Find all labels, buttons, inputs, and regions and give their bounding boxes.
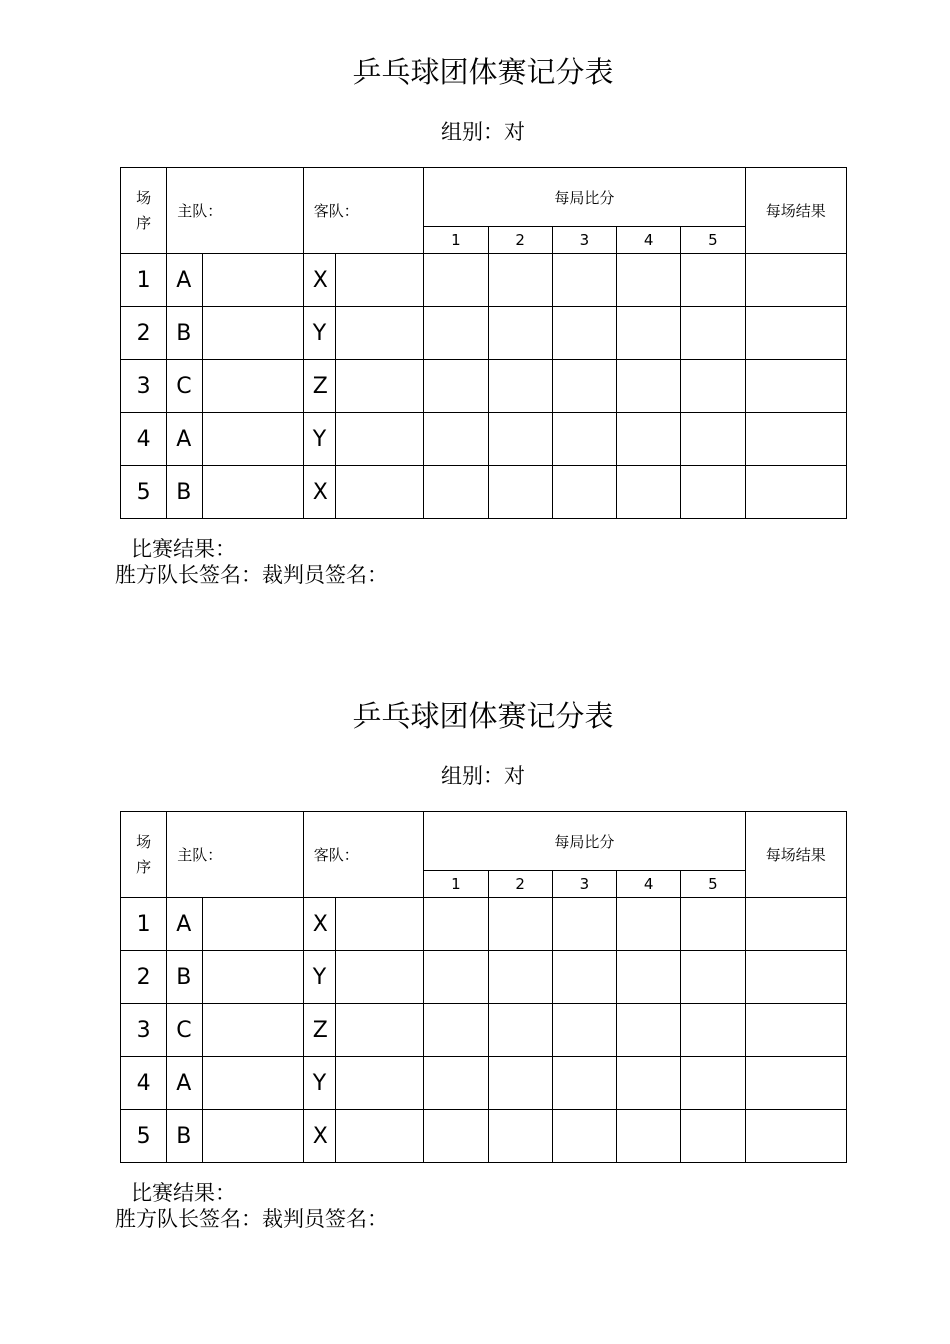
signature-line: 胜方队长签名：裁判员签名： — [115, 1207, 388, 1231]
game-number: 1 — [424, 871, 488, 898]
game-score-cell[interactable] — [552, 466, 616, 519]
home-player-name-cell[interactable] — [203, 898, 303, 951]
home-player-code: A — [167, 1057, 203, 1110]
home-player-name-cell[interactable] — [203, 413, 303, 466]
game-score-cell[interactable] — [617, 360, 681, 413]
group-label: 组别：对 — [441, 120, 525, 144]
game-score-cell[interactable] — [681, 1004, 745, 1057]
sheet-title: 乒乓球团体赛记分表 — [352, 55, 614, 89]
header-seq-line1: 场 — [136, 188, 152, 207]
score-sheet-1 — [0, 0, 950, 620]
game-score-cell[interactable] — [552, 1110, 616, 1163]
home-player-code: C — [167, 1004, 203, 1057]
header-result: 每场结果 — [745, 812, 847, 898]
away-player-name-cell[interactable] — [335, 307, 423, 360]
match-result-label: 比赛结果： — [131, 537, 236, 561]
game-score-cell[interactable] — [488, 254, 552, 307]
row-number: 4 — [121, 413, 167, 466]
game-score-cell[interactable] — [488, 898, 552, 951]
game-score-cell[interactable] — [617, 413, 681, 466]
game-score-cell[interactable] — [424, 413, 488, 466]
home-player-name-cell[interactable] — [203, 360, 303, 413]
home-player-code: A — [167, 898, 203, 951]
game-score-cell[interactable] — [488, 1057, 552, 1110]
game-number: 2 — [488, 227, 552, 254]
game-number: 4 — [617, 871, 681, 898]
game-score-cell[interactable] — [424, 898, 488, 951]
game-score-cell[interactable] — [488, 360, 552, 413]
game-score-cell[interactable] — [488, 466, 552, 519]
header-result: 每场结果 — [745, 168, 847, 254]
home-player-code: A — [167, 254, 203, 307]
signature-line: 胜方队长签名：裁判员签名： — [115, 563, 388, 587]
row-number: 3 — [121, 360, 167, 413]
game-score-cell[interactable] — [681, 254, 745, 307]
away-player-code: Y — [303, 951, 335, 1004]
game-score-cell[interactable] — [424, 951, 488, 1004]
game-score-cell[interactable] — [424, 1110, 488, 1163]
game-score-cell[interactable] — [617, 1004, 681, 1057]
away-player-code: Y — [303, 307, 335, 360]
row-number: 4 — [121, 1057, 167, 1110]
game-score-cell[interactable] — [617, 898, 681, 951]
game-score-cell[interactable] — [424, 307, 488, 360]
away-player-code: X — [303, 1110, 335, 1163]
home-player-code: B — [167, 307, 203, 360]
away-player-name-cell[interactable] — [335, 1004, 423, 1057]
header-seq-line1: 场 — [136, 832, 152, 851]
row-number: 5 — [121, 466, 167, 519]
header-seq — [121, 168, 167, 254]
home-player-name-cell[interactable] — [203, 254, 303, 307]
row-number: 5 — [121, 1110, 167, 1163]
game-score-cell[interactable] — [552, 951, 616, 1004]
away-player-code: Y — [303, 1057, 335, 1110]
row-number: 2 — [121, 951, 167, 1004]
table-row — [121, 254, 847, 307]
table-row — [121, 1110, 847, 1163]
game-score-cell[interactable] — [617, 1057, 681, 1110]
table-row — [121, 1057, 847, 1110]
score-table — [120, 167, 847, 519]
match-result-cell[interactable] — [745, 1110, 847, 1163]
header-seq — [121, 812, 167, 898]
game-score-cell[interactable] — [552, 360, 616, 413]
home-player-code: A — [167, 413, 203, 466]
table-row — [121, 466, 847, 519]
game-score-cell[interactable] — [681, 307, 745, 360]
game-number: 3 — [552, 227, 616, 254]
away-player-code: Y — [303, 413, 335, 466]
score-table — [120, 811, 847, 1163]
table-row — [121, 307, 847, 360]
match-result-cell[interactable] — [745, 307, 847, 360]
header-seq-line2: 序 — [136, 213, 152, 232]
table-row — [121, 1004, 847, 1057]
row-number: 1 — [121, 898, 167, 951]
away-player-code: X — [303, 898, 335, 951]
game-score-cell[interactable] — [617, 1110, 681, 1163]
table-row — [121, 360, 847, 413]
header-away: 客队： — [303, 812, 424, 898]
game-score-cell[interactable] — [617, 951, 681, 1004]
match-result-cell[interactable] — [745, 254, 847, 307]
match-result-cell[interactable] — [745, 1057, 847, 1110]
match-result-cell[interactable] — [745, 898, 847, 951]
match-result-cell[interactable] — [745, 466, 847, 519]
header-home: 主队： — [167, 812, 304, 898]
game-score-cell[interactable] — [488, 1110, 552, 1163]
away-player-name-cell[interactable] — [335, 898, 423, 951]
header-games: 每局比分 — [424, 168, 745, 227]
table-row — [121, 898, 847, 951]
game-score-cell[interactable] — [552, 307, 616, 360]
game-score-cell[interactable] — [552, 1004, 616, 1057]
game-score-cell[interactable] — [488, 1004, 552, 1057]
game-score-cell[interactable] — [552, 413, 616, 466]
game-score-cell[interactable] — [488, 951, 552, 1004]
game-number: 2 — [488, 871, 552, 898]
away-player-name-cell[interactable] — [335, 466, 423, 519]
header-games: 每局比分 — [424, 812, 745, 871]
away-player-name-cell[interactable] — [335, 413, 423, 466]
game-score-cell[interactable] — [681, 413, 745, 466]
away-player-name-cell[interactable] — [335, 951, 423, 1004]
match-result-cell[interactable] — [745, 413, 847, 466]
table-row — [121, 951, 847, 1004]
game-score-cell[interactable] — [617, 307, 681, 360]
group-label: 组别：对 — [441, 764, 525, 788]
match-result-label: 比赛结果： — [131, 1181, 236, 1205]
away-player-name-cell[interactable] — [335, 1110, 423, 1163]
game-score-cell[interactable] — [552, 898, 616, 951]
game-score-cell[interactable] — [424, 466, 488, 519]
away-player-code: X — [303, 466, 335, 519]
home-player-name-cell[interactable] — [203, 307, 303, 360]
game-score-cell[interactable] — [552, 254, 616, 307]
home-player-name-cell[interactable] — [203, 1057, 303, 1110]
game-number: 1 — [424, 227, 488, 254]
game-number: 5 — [681, 227, 745, 254]
game-score-cell[interactable] — [681, 951, 745, 1004]
match-result-cell[interactable] — [745, 1004, 847, 1057]
game-score-cell[interactable] — [681, 360, 745, 413]
table-row — [121, 413, 847, 466]
game-score-cell[interactable] — [424, 360, 488, 413]
away-player-code: Z — [303, 1004, 335, 1057]
score-sheet-2 — [0, 644, 950, 1264]
row-number: 1 — [121, 254, 167, 307]
header-away: 客队： — [303, 168, 424, 254]
away-player-code: Z — [303, 360, 335, 413]
row-number: 2 — [121, 307, 167, 360]
home-player-name-cell[interactable] — [203, 1110, 303, 1163]
home-player-name-cell[interactable] — [203, 1004, 303, 1057]
game-score-cell[interactable] — [617, 466, 681, 519]
header-home: 主队： — [167, 168, 304, 254]
game-score-cell[interactable] — [488, 307, 552, 360]
home-player-code: B — [167, 1110, 203, 1163]
row-number: 3 — [121, 1004, 167, 1057]
game-number: 4 — [617, 227, 681, 254]
game-number: 5 — [681, 871, 745, 898]
home-player-name-cell[interactable] — [203, 951, 303, 1004]
away-player-name-cell[interactable] — [335, 1057, 423, 1110]
game-score-cell[interactable] — [617, 254, 681, 307]
home-player-code: C — [167, 360, 203, 413]
game-score-cell[interactable] — [681, 1110, 745, 1163]
away-player-name-cell[interactable] — [335, 254, 423, 307]
away-player-name-cell[interactable] — [335, 360, 423, 413]
match-result-cell[interactable] — [745, 951, 847, 1004]
home-player-code: B — [167, 466, 203, 519]
header-seq-line2: 序 — [136, 857, 152, 876]
sheet-title: 乒乓球团体赛记分表 — [352, 699, 614, 733]
game-score-cell[interactable] — [424, 1057, 488, 1110]
game-score-cell[interactable] — [681, 466, 745, 519]
game-score-cell[interactable] — [424, 254, 488, 307]
game-score-cell[interactable] — [681, 898, 745, 951]
game-score-cell[interactable] — [424, 1004, 488, 1057]
match-result-cell[interactable] — [745, 360, 847, 413]
home-player-name-cell[interactable] — [203, 466, 303, 519]
game-number: 3 — [552, 871, 616, 898]
away-player-code: X — [303, 254, 335, 307]
game-score-cell[interactable] — [552, 1057, 616, 1110]
game-score-cell[interactable] — [681, 1057, 745, 1110]
game-score-cell[interactable] — [488, 413, 552, 466]
home-player-code: B — [167, 951, 203, 1004]
